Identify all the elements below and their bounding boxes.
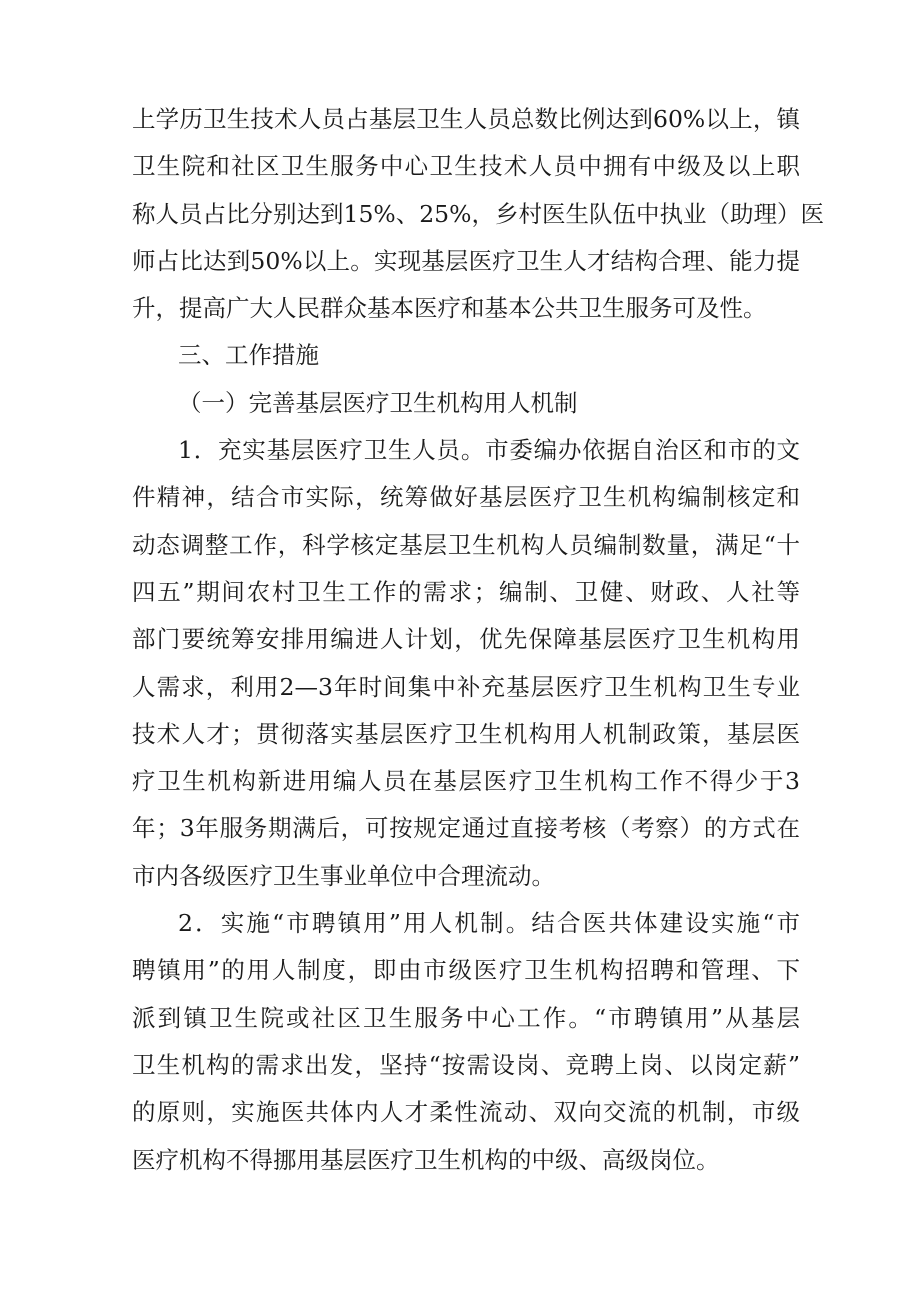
paragraph-line: 派到镇卫生院或社区卫生服务中心工作。“市聘镇用”从基层	[132, 1003, 800, 1032]
paragraph-line: 1．充实基层医疗卫生人员。市委编办依据自治区和市的文	[178, 436, 800, 465]
paragraph-line: 上学历卫生技术人员占基层卫生人员总数比例达到60%以上，镇	[132, 105, 800, 133]
paragraph-line: 疗卫生机构新进用编人员在基层医疗卫生机构工作不得少于3	[132, 767, 800, 796]
paragraph-line: 卫生机构的需求出发，坚持“按需设岗、竞聘上岗、以岗定薪”	[132, 1050, 800, 1079]
paragraph-line: 的原则，实施医共体内人才柔性流动、双向交流的机制，市级	[132, 1098, 800, 1127]
paragraph-line: 动态调整工作，科学核定基层卫生机构人员编制数量，满足“十	[132, 530, 800, 559]
document-body	[132, 96, 824, 1184]
section-heading: 三、工作措施	[178, 341, 319, 370]
paragraph-line: 卫生院和社区卫生服务中心卫生技术人员中拥有中级及以上职	[132, 152, 800, 181]
paragraph-line: 部门要统筹安排用编进人计划，优先保障基层医疗卫生机构用	[132, 625, 800, 654]
paragraph-line: 聘镇用”的用人制度，即由市级医疗卫生机构招聘和管理、下	[132, 956, 800, 985]
paragraph-line: 升，提高广大人民群众基本医疗和基本公共卫生服务可及性。	[132, 294, 767, 323]
paragraph-line: 人需求，利用2—3年时间集中补充基层医疗卫生机构卫生专业	[132, 672, 800, 701]
paragraph-line: 称人员占比分别达到15%、25%，乡村医生队伍中执业（助理）医	[132, 199, 824, 228]
paragraph-line: 技术人才；贯彻落实基层医疗卫生机构用人机制政策，基层医	[132, 719, 800, 748]
paragraph-line: 2．实施“市聘镇用”用人机制。结合医共体建设实施“市	[178, 909, 800, 938]
paragraph-line: 医疗机构不得挪用基层医疗卫生机构的中级、高级岗位。	[132, 1145, 720, 1174]
subsection-heading: （一）完善基层医疗卫生机构用人机制	[178, 388, 578, 417]
paragraph-line: 件精神，结合市实际，统筹做好基层医疗卫生机构编制核定和	[132, 483, 800, 512]
paragraph-line: 四五”期间农村卫生工作的需求；编制、卫健、财政、人社等	[132, 577, 800, 606]
paragraph-line: 年；3年服务期满后，可按规定通过直接考核（考察）的方式在	[132, 814, 800, 843]
paragraph-line: 师占比达到50%以上。实现基层医疗卫生人才结构合理、能力提	[132, 246, 800, 275]
paragraph-line: 市内各级医疗卫生事业单位中合理流动。	[132, 861, 555, 890]
